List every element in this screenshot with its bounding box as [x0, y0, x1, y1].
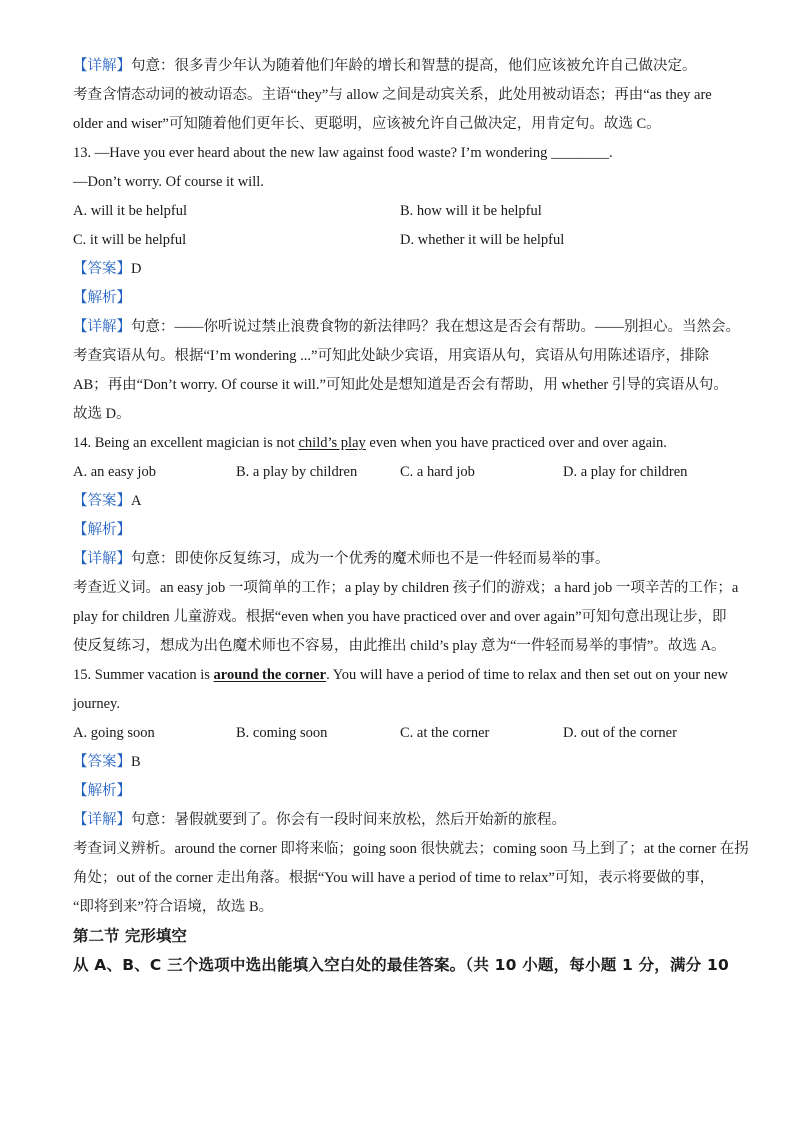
detail-line: 【详解】句意：即使你反复练习，成为一个优秀的魔术师也不是一件轻而易举的事。: [73, 551, 610, 567]
section-title: 第二节 完形填空: [73, 927, 187, 945]
question-15-options: [73, 719, 733, 748]
option-d: D. whether it will be helpful: [400, 232, 565, 248]
exam-page: [73, 52, 749, 980]
explanation-line: 故选 D。: [73, 406, 131, 422]
answer-line: [73, 255, 733, 284]
option-d: D. a play for children: [563, 464, 688, 480]
answer-tag: 【答案】: [73, 754, 131, 770]
answer-value: A: [131, 493, 142, 509]
question-13-stem: 13. —Have you ever heard about the new law against food waste? I’m wondering ________.: [73, 145, 613, 161]
detail-tag: 【详解】: [73, 812, 131, 828]
option-a: A. will it be helpful: [73, 203, 187, 219]
question-15-stem-cont: journey.: [73, 696, 120, 712]
section-instruction: 从 A、B、C 三个选项中选出能填入空白处的最佳答案。（共 10 小题，每小题 1 分，满分 10: [73, 956, 729, 974]
analysis-tag: 【解析】: [73, 783, 131, 799]
option-a: A. an easy job: [73, 464, 156, 480]
option-b: B. a play by children: [236, 464, 358, 480]
detail-tag: 【详解】: [73, 58, 131, 74]
explanation-line: 角处；out of the corner 走出角落。根据“You will have a period of time to relax”可知，表示将要做的事，: [73, 870, 715, 886]
option-a: A. going soon: [73, 725, 155, 741]
question-15-stem: 15. Summer vacation is around the corner. You will have a period of time to relax and then set out on your new: [73, 667, 728, 683]
explanation-line: 使反复练习，想成为出色魔术师也不容易，由此推出 child’s play 意为“一件轻而易举的事情”。故选 A。: [73, 638, 726, 654]
option-c: C. a hard job: [400, 464, 475, 480]
explanation-line: 考查宾语从句。根据“I’m wondering ...”可知此处缺少宾语，用宾语从句，宾语从句用陈述语序，排除: [73, 348, 709, 364]
answer-line: [73, 748, 733, 777]
option-b: B. coming soon: [236, 725, 328, 741]
explanation-line: 考查词义辨析。around the corner 即将来临；going soon 很快就去；coming soon 马上到了；at the corner 在拐: [73, 841, 749, 857]
explanation-line: AB；再由“Don’t worry. Of course it will.”可知此处是想知道是否会有帮助，用 whether 引导的宾语从句。: [73, 377, 728, 393]
explanation-line: “即将到来”符合语境，故选 B。: [73, 899, 274, 915]
underlined-phrase: child’s play: [298, 435, 366, 451]
analysis-tag: 【解析】: [73, 522, 131, 538]
answer-value: D: [131, 261, 142, 277]
explanation-line: older and wiser”可知随着他们更年长、更聪明，应该被允许自己做决定，用肯定句。故选 C。: [73, 116, 661, 132]
option-c: C. it will be helpful: [73, 232, 187, 248]
answer-tag: 【答案】: [73, 261, 131, 277]
question-13-options-row-2: [73, 226, 733, 255]
detail-tag: 【详解】: [73, 319, 131, 335]
question-14-stem: 14. Being an excellent magician is not child’s play even when you have practiced over and over again.: [73, 435, 667, 451]
answer-tag: 【答案】: [73, 493, 131, 509]
question-13-options-row-1: [73, 197, 733, 226]
option-b: B. how will it be helpful: [400, 203, 542, 219]
explanation-line: 考查近义词。an easy job 一项简单的工作；a play by children 孩子们的游戏；a hard job 一项辛苦的工作；a: [73, 580, 739, 596]
answer-value: B: [131, 754, 141, 770]
question-13-reply: —Don’t worry. Of course it will.: [73, 174, 264, 190]
underlined-phrase: around the corner: [213, 667, 327, 683]
detail-tag: 【详解】: [73, 551, 131, 567]
question-14-options: [73, 458, 733, 487]
option-d: D. out of the corner: [563, 725, 677, 741]
analysis-tag: 【解析】: [73, 290, 131, 306]
explanation-line: 考查含情态动词的被动语态。主语“they”与 allow 之间是动宾关系，此处用被动语态；再由“as they are: [73, 87, 712, 103]
detail-line: 【详解】句意：——你听说过禁止浪费食物的新法律吗？我在想这是否会有帮助。——别担心。当然会。: [73, 319, 740, 335]
answer-line: [73, 487, 733, 516]
option-c: C. at the corner: [400, 725, 490, 741]
detail-line: 【详解】句意：很多青少年认为随着他们年龄的增长和智慧的提高，他们应该被允许自己做决定。: [73, 58, 697, 74]
detail-line: 【详解】句意：暑假就要到了。你会有一段时间来放松，然后开始新的旅程。: [73, 812, 566, 828]
explanation-line: play for children 儿童游戏。根据“even when you have practiced over and over again”可知句意出现让步，即: [73, 609, 727, 625]
